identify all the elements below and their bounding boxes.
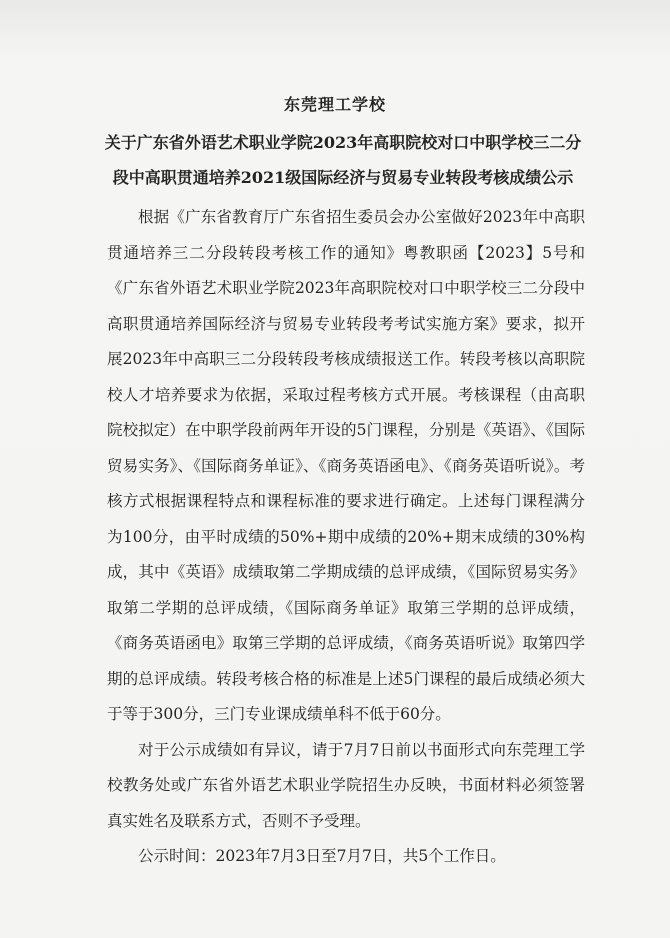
title-line-1: 关于广东省外语艺术职业学院2023年高职院校对口中职学校三二分 bbox=[104, 133, 582, 152]
document-body bbox=[107, 200, 585, 875]
title-line-2: 段中高职贯通培养2021级国际经济与贸易专业转段考核成绩公示 bbox=[112, 168, 574, 187]
paragraph-basis: 根据《广东省教育厅广东省招生委员会办公室做好2023年中高职贯通培养三二分段转段考核工作的通知》粤教职函【2023】5号和《广东省外语艺术职业学院2023年高职院校对口中职学校三二分段中高职贯通培养国际经济与贸易专业转段考考试实施方案》要求，拟开展2023年中高职三二分段转段考核成绩报送工作。转段考核以高职院校人才培养要求为依据，采取过程考核方式开展。考核课程（由高职院校拟定）在中职学段前两年开设的5门课程，分别是《英语》、《国际贸易实务》、《国际商务单证》、《商务英语函电》、《商务英语听说》。考核方式根据课程特点和课程标准的要求进行确定。上述每门课程满分为100分，由平时成绩的50%+期中成绩的20%+期末成绩的30%构成，其中《英语》成绩取第二学期成绩的总评成绩，《国际贸易实务》取第二学期的总评成绩，《国际商务单证》取第三学期的总评成绩，《商务英语函电》取第三学期的总评成绩，《商务英语听说》取第四学期的总评成绩。转段考核合格的标准是上述5门课程的最后成绩必须大于等于300分，三门专业课成绩单科不低于60分。 bbox=[107, 208, 585, 723]
paragraph-objection: 对于公示成绩如有异议，请于7月7日前以书面形式向东莞理工学校教务处或广东省外语艺术职业学院招生办反映，书面材料必须签署真实姓名及联系方式，否则不予受理。 bbox=[107, 740, 585, 830]
school-name: 东莞理工学校 bbox=[283, 95, 386, 114]
paragraph-period: 公示时间：2023年7月3日至7月7日，共5个工作日。 bbox=[138, 847, 506, 865]
